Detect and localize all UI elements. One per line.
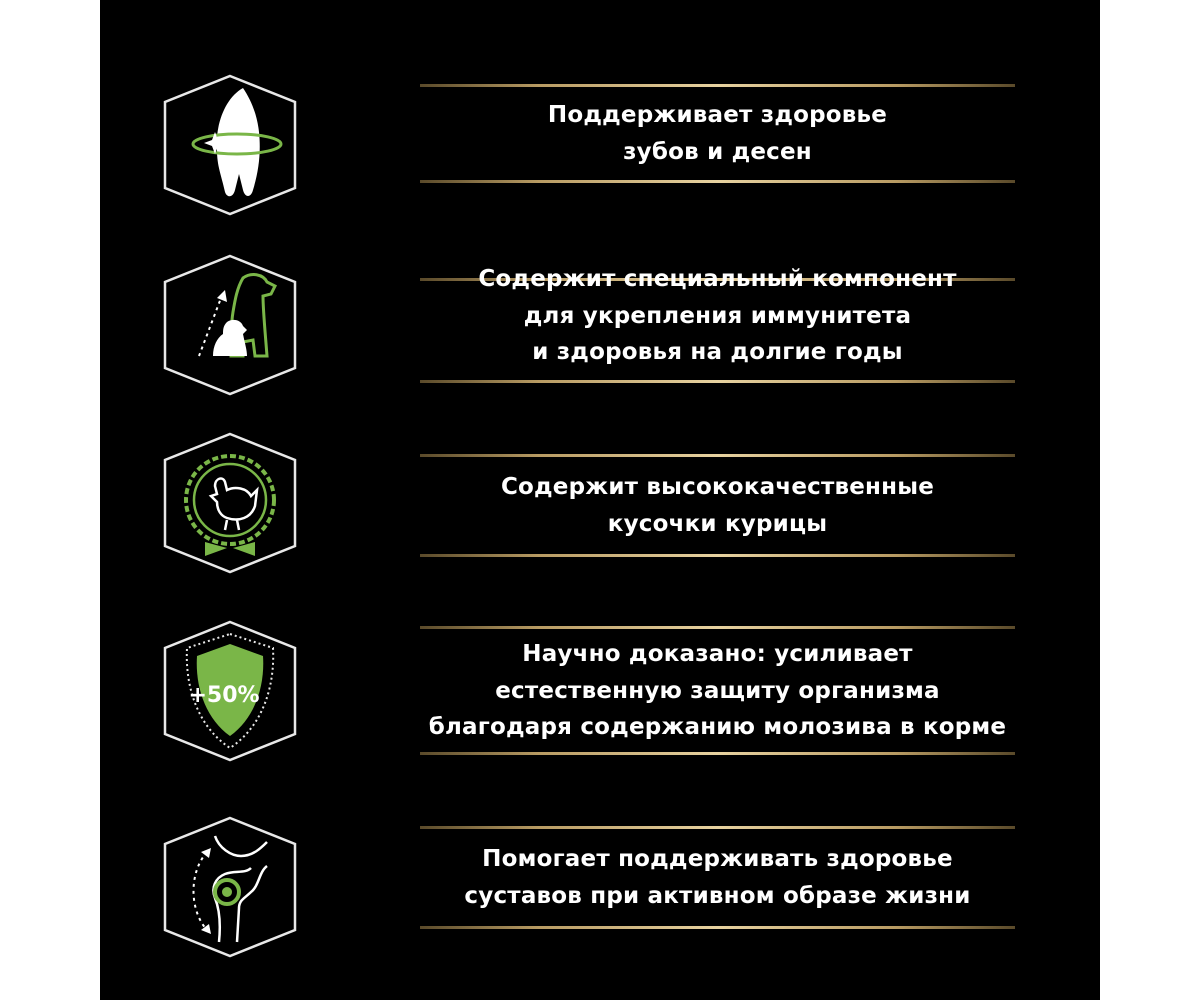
divider-line bbox=[420, 752, 1015, 755]
growing-dog-icon bbox=[155, 250, 305, 400]
feature-line: Содержит высококачественные bbox=[500, 474, 935, 501]
feature-line: Поддерживает здоровье bbox=[547, 102, 888, 129]
divider-line bbox=[420, 180, 1015, 183]
chicken-badge-icon bbox=[155, 428, 305, 578]
shield-badge-text: +50% bbox=[188, 683, 260, 708]
feature-line: суставов при активном образе жизни bbox=[464, 883, 971, 909]
feature-line: Помогает поддерживать здоровье bbox=[482, 846, 953, 873]
tooth-icon bbox=[155, 70, 305, 220]
feature-line: кусочки курицы bbox=[607, 511, 828, 537]
feature-line: зубов и десен bbox=[623, 139, 812, 165]
feature-line: благодаря содержанию молозива в корме bbox=[428, 714, 1007, 741]
shield-plus-50-icon bbox=[155, 616, 305, 766]
feature-line: и здоровья на долгие годы bbox=[532, 339, 903, 366]
feature-line: естественную защиту организма bbox=[495, 677, 940, 704]
feature-line: Научно доказано: усиливает bbox=[522, 640, 913, 667]
divider-line bbox=[420, 926, 1015, 929]
divider-line bbox=[420, 826, 1015, 829]
feature-line: Содержит специальный компонент bbox=[478, 265, 957, 292]
feature-text-3 bbox=[420, 462, 1015, 550]
feature-text-5 bbox=[420, 832, 1015, 924]
joint-icon bbox=[155, 812, 305, 962]
divider-line bbox=[420, 626, 1015, 629]
feature-text-4 bbox=[420, 632, 1015, 750]
feature-text-1 bbox=[420, 90, 1015, 178]
benefits-panel bbox=[100, 0, 1100, 1000]
divider-line bbox=[420, 380, 1015, 383]
feature-line: для укрепления иммунитета bbox=[523, 302, 912, 329]
divider-line bbox=[420, 554, 1015, 557]
divider-line bbox=[420, 84, 1015, 87]
divider-line bbox=[420, 454, 1015, 457]
feature-text-2 bbox=[420, 256, 1015, 376]
